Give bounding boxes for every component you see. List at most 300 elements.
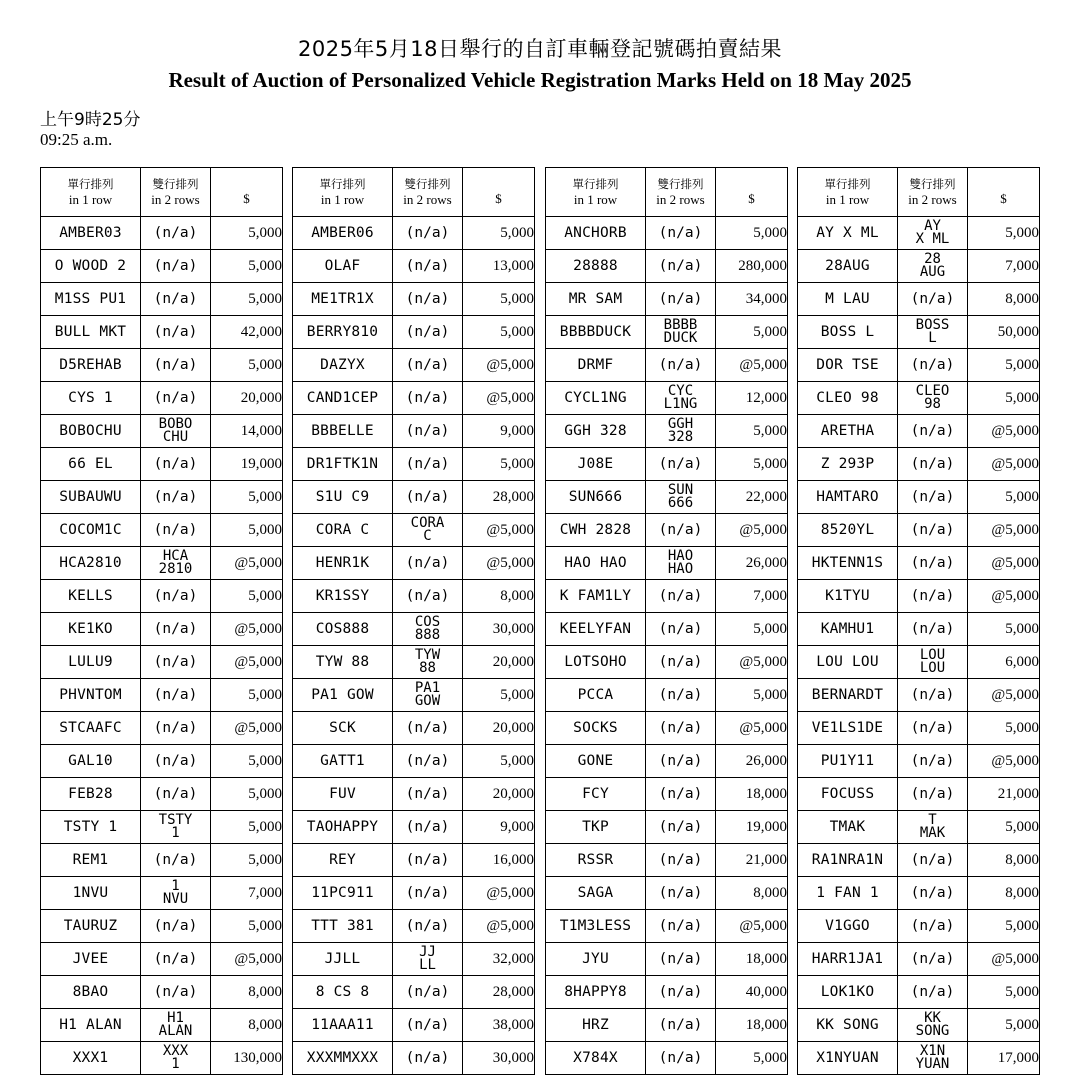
mark-two-rows [141, 349, 211, 382]
mark-one-row: BERRY810 [293, 316, 393, 349]
price-value: @5,000 [716, 910, 788, 943]
header-price [716, 168, 788, 217]
price-value: @5,000 [968, 943, 1040, 976]
mark-two-rows [393, 745, 463, 778]
table-row [546, 250, 788, 283]
header-row [41, 168, 283, 217]
mark-one-row: SUN666 [546, 481, 646, 514]
mark-two-rows [393, 514, 463, 547]
table-row [546, 1042, 788, 1075]
table-row [798, 250, 1040, 283]
price-value: 19,000 [211, 448, 283, 481]
mark-one-row: FEB28 [41, 778, 141, 811]
mark-two-rows [898, 415, 968, 448]
mark-two-rows [393, 613, 463, 646]
table-row [546, 646, 788, 679]
mark-two-rows [898, 481, 968, 514]
mark-one-row: KAMHU1 [798, 613, 898, 646]
mark-two-rows [141, 844, 211, 877]
table-row [546, 514, 788, 547]
mark-two-rows [141, 877, 211, 910]
mark-two-rows [141, 1042, 211, 1075]
mark-two-rows-line-1: CYC [667, 383, 694, 399]
table-row [546, 382, 788, 415]
mark-one-row: XXXMMXXX [293, 1042, 393, 1075]
price-value: 5,000 [211, 745, 283, 778]
mark-one-row: CORA C [293, 514, 393, 547]
price-value: @5,000 [968, 679, 1040, 712]
mark-two-rows-value: (n/a) [153, 323, 198, 340]
mark-one-row: K1TYU [798, 580, 898, 613]
mark-two-rows [898, 877, 968, 910]
price-value: 5,000 [968, 349, 1040, 382]
price-value: 5,000 [968, 217, 1040, 250]
table-row [546, 1009, 788, 1042]
mark-two-rows [393, 1009, 463, 1042]
price-value: 5,000 [211, 679, 283, 712]
mark-one-row: OLAF [293, 250, 393, 283]
mark-two-rows-value: (n/a) [910, 950, 955, 967]
mark-one-row: JVEE [41, 943, 141, 976]
mark-two-rows-line-2: L1NG [663, 396, 698, 412]
mark-one-row: 28888 [546, 250, 646, 283]
results-table-4 [797, 167, 1040, 1075]
price-value: 28,000 [463, 481, 535, 514]
mark-one-row: X1NYUAN [798, 1042, 898, 1075]
mark-two-rows [141, 217, 211, 250]
mark-two-rows [898, 943, 968, 976]
table-row [41, 976, 283, 1009]
mark-one-row: TYW 88 [293, 646, 393, 679]
mark-two-rows [141, 580, 211, 613]
table-row [293, 415, 535, 448]
mark-two-rows [898, 712, 968, 745]
mark-two-rows-value: (n/a) [910, 851, 955, 868]
mark-two-rows-value: (n/a) [658, 455, 703, 472]
mark-one-row: HARR1JA1 [798, 943, 898, 976]
mark-one-row: 11PC911 [293, 877, 393, 910]
mark-two-rows-line-2: 888 [414, 627, 441, 643]
price-value: 5,000 [211, 910, 283, 943]
mark-two-rows-line-2: LL [419, 957, 436, 973]
mark-two-rows [898, 1009, 968, 1042]
mark-two-rows-value: (n/a) [910, 290, 955, 307]
mark-two-rows-value: (n/a) [658, 290, 703, 307]
mark-two-rows-value: (n/a) [658, 620, 703, 637]
mark-two-rows-line-2: ALAN [158, 1023, 193, 1039]
price-value: 8,000 [968, 844, 1040, 877]
mark-two-rows-line-1: AY [924, 218, 941, 234]
mark-one-row: DOR TSE [798, 349, 898, 382]
mark-one-row: 1 FAN 1 [798, 877, 898, 910]
header-one-row-zh: 單行排列 [319, 177, 366, 191]
price-value: 5,000 [968, 910, 1040, 943]
table-row [546, 811, 788, 844]
mark-two-rows-value: (n/a) [405, 851, 450, 868]
mark-one-row: RSSR [546, 844, 646, 877]
table-row [798, 613, 1040, 646]
mark-two-rows-value: (n/a) [910, 752, 955, 769]
table-row [41, 844, 283, 877]
header-two-rows [646, 168, 716, 217]
mark-one-row: AY X ML [798, 217, 898, 250]
mark-two-rows [141, 1009, 211, 1042]
mark-two-rows-value: (n/a) [405, 587, 450, 604]
price-value: 5,000 [211, 811, 283, 844]
mark-one-row: TTT 381 [293, 910, 393, 943]
price-value: 5,000 [211, 283, 283, 316]
mark-two-rows-value: (n/a) [658, 752, 703, 769]
price-value: 12,000 [716, 382, 788, 415]
mark-two-rows [141, 811, 211, 844]
mark-one-row: AMBER03 [41, 217, 141, 250]
mark-two-rows [646, 943, 716, 976]
mark-two-rows-value: (n/a) [910, 983, 955, 1000]
mark-one-row: 8BAO [41, 976, 141, 1009]
mark-two-rows [141, 712, 211, 745]
mark-one-row: 66 EL [41, 448, 141, 481]
mark-two-rows-line-2: 328 [667, 429, 694, 445]
header-price-label: $ [495, 190, 502, 206]
price-value: 8,000 [968, 283, 1040, 316]
mark-two-rows-value: (n/a) [658, 686, 703, 703]
mark-one-row: TAOHAPPY [293, 811, 393, 844]
price-value: 42,000 [211, 316, 283, 349]
mark-one-row: TKP [546, 811, 646, 844]
table-row [798, 811, 1040, 844]
mark-one-row: X784X [546, 1042, 646, 1075]
mark-one-row: SOCKS [546, 712, 646, 745]
mark-two-rows-line-2: MAK [919, 825, 946, 841]
price-value: @5,000 [968, 547, 1040, 580]
table-row [293, 448, 535, 481]
price-value: @5,000 [211, 646, 283, 679]
table-row [41, 547, 283, 580]
mark-two-rows-value: (n/a) [153, 752, 198, 769]
header-one-row-en: in 1 row [825, 192, 870, 207]
mark-two-rows-value: (n/a) [910, 455, 955, 472]
table-row [293, 217, 535, 250]
mark-two-rows [393, 943, 463, 976]
mark-one-row: BOBOCHU [41, 415, 141, 448]
mark-one-row: CYCL1NG [546, 382, 646, 415]
mark-one-row: FCY [546, 778, 646, 811]
mark-two-rows-line-2: C [423, 528, 432, 544]
price-value: 5,000 [716, 316, 788, 349]
results-table-3 [545, 167, 788, 1075]
header-row [546, 168, 788, 217]
mark-two-rows-value: (n/a) [153, 587, 198, 604]
table-row [798, 745, 1040, 778]
header-one-row-en: in 1 row [573, 192, 618, 207]
mark-two-rows-value: (n/a) [658, 1016, 703, 1033]
mark-two-rows-value: (n/a) [405, 257, 450, 274]
mark-two-rows [646, 910, 716, 943]
mark-one-row: JYU [546, 943, 646, 976]
mark-one-row: ARETHA [798, 415, 898, 448]
table-row [41, 712, 283, 745]
mark-one-row: HRZ [546, 1009, 646, 1042]
mark-two-rows-value: (n/a) [405, 422, 450, 439]
mark-two-rows-line-2: X ML [915, 231, 950, 247]
price-value: 5,000 [463, 283, 535, 316]
mark-two-rows-value: (n/a) [910, 356, 955, 373]
price-value: @5,000 [716, 514, 788, 547]
price-value: 9,000 [463, 415, 535, 448]
mark-two-rows [646, 415, 716, 448]
mark-two-rows [141, 514, 211, 547]
mark-two-rows-value: (n/a) [910, 884, 955, 901]
mark-two-rows [646, 283, 716, 316]
page-title-english: Result of Auction of Personalized Vehicle Registration Marks Held on 18 May 2025 [168, 68, 912, 92]
mark-two-rows [898, 1042, 968, 1075]
header-price [211, 168, 283, 217]
table-row [41, 679, 283, 712]
mark-two-rows [898, 448, 968, 481]
mark-two-rows-line-2: CHU [162, 429, 189, 445]
mark-two-rows-line-1: CORA [410, 515, 445, 531]
header-one-row [41, 168, 141, 217]
mark-two-rows [898, 679, 968, 712]
page-title-chinese: 2025年5月18日舉行的自訂車輛登記號碼拍賣結果 [297, 37, 783, 61]
mark-one-row: KELLS [41, 580, 141, 613]
mark-one-row: DR1FTK1N [293, 448, 393, 481]
mark-two-rows-value: (n/a) [405, 323, 450, 340]
header-one-row [798, 168, 898, 217]
table-row [798, 910, 1040, 943]
mark-two-rows-line-1: JJ [419, 944, 436, 960]
price-value: 5,000 [211, 514, 283, 547]
table-row [293, 1042, 535, 1075]
mark-one-row: Z 293P [798, 448, 898, 481]
table-row [798, 877, 1040, 910]
mark-two-rows [898, 745, 968, 778]
mark-two-rows-line-2: GOW [414, 693, 441, 709]
results-table-2 [292, 167, 535, 1075]
mark-two-rows-line-1: HCA [162, 548, 189, 564]
mark-one-row: CYS 1 [41, 382, 141, 415]
mark-one-row: PHVNTOM [41, 679, 141, 712]
price-value: 30,000 [463, 1042, 535, 1075]
mark-two-rows-value: (n/a) [910, 587, 955, 604]
table-row [293, 580, 535, 613]
price-value: @5,000 [968, 580, 1040, 613]
table-row [41, 646, 283, 679]
mark-one-row: XXX1 [41, 1042, 141, 1075]
mark-two-rows [898, 844, 968, 877]
mark-two-rows-value: (n/a) [405, 488, 450, 505]
mark-two-rows [646, 976, 716, 1009]
mark-two-rows [646, 613, 716, 646]
table-row [546, 877, 788, 910]
mark-two-rows [646, 448, 716, 481]
price-value: 5,000 [211, 580, 283, 613]
mark-two-rows-line-2: LOU [919, 660, 946, 676]
mark-one-row: KK SONG [798, 1009, 898, 1042]
price-value: 8,000 [968, 877, 1040, 910]
mark-two-rows [898, 382, 968, 415]
header-two-rows [898, 168, 968, 217]
mark-two-rows-value: (n/a) [910, 917, 955, 934]
mark-two-rows-value: (n/a) [405, 1016, 450, 1033]
mark-two-rows [898, 646, 968, 679]
mark-two-rows [646, 778, 716, 811]
table-row [798, 349, 1040, 382]
price-value: 8,000 [211, 1009, 283, 1042]
mark-one-row: S1U C9 [293, 481, 393, 514]
mark-one-row: STCAAFC [41, 712, 141, 745]
price-value: 18,000 [716, 778, 788, 811]
mark-two-rows [898, 250, 968, 283]
header-one-row-zh: 單行排列 [67, 177, 114, 191]
mark-two-rows [646, 811, 716, 844]
table-row [41, 415, 283, 448]
price-value: 9,000 [463, 811, 535, 844]
price-value: @5,000 [463, 547, 535, 580]
table-row [546, 976, 788, 1009]
mark-one-row: KE1KO [41, 613, 141, 646]
mark-one-row: FUV [293, 778, 393, 811]
mark-two-rows [141, 646, 211, 679]
price-value: 8,000 [211, 976, 283, 1009]
header-two-rows-en: in 2 rows [151, 192, 200, 207]
mark-one-row: JJLL [293, 943, 393, 976]
mark-one-row: TMAK [798, 811, 898, 844]
price-value: 5,000 [211, 778, 283, 811]
price-value: 26,000 [716, 745, 788, 778]
mark-two-rows-value: (n/a) [658, 983, 703, 1000]
price-value: 5,000 [211, 349, 283, 382]
mark-two-rows [141, 679, 211, 712]
mark-one-row: GAL10 [41, 745, 141, 778]
mark-two-rows-value: (n/a) [910, 719, 955, 736]
mark-one-row: PA1 GOW [293, 679, 393, 712]
mark-two-rows [393, 547, 463, 580]
mark-two-rows-value: (n/a) [658, 719, 703, 736]
mark-two-rows [141, 415, 211, 448]
mark-two-rows-value: (n/a) [153, 488, 198, 505]
table-row [546, 679, 788, 712]
price-value: 6,000 [968, 646, 1040, 679]
mark-one-row: HCA2810 [41, 547, 141, 580]
mark-two-rows-value: (n/a) [658, 257, 703, 274]
header-one-row-zh: 單行排列 [824, 177, 871, 191]
mark-two-rows [646, 844, 716, 877]
table-row [293, 316, 535, 349]
price-value: @5,000 [211, 943, 283, 976]
mark-two-rows [646, 1009, 716, 1042]
mark-one-row: VE1LS1DE [798, 712, 898, 745]
table-row [293, 349, 535, 382]
table-row [41, 943, 283, 976]
mark-one-row: BBBBDUCK [546, 316, 646, 349]
mark-two-rows-line-2: DUCK [663, 330, 698, 346]
mark-two-rows-line-1: BBBB [663, 317, 698, 333]
price-value: 5,000 [968, 811, 1040, 844]
header-row [798, 168, 1040, 217]
price-value: 5,000 [716, 415, 788, 448]
mark-two-rows [393, 316, 463, 349]
header-two-rows-en: in 2 rows [656, 192, 705, 207]
mark-two-rows-value: (n/a) [153, 950, 198, 967]
table-row [293, 811, 535, 844]
price-value: 5,000 [463, 448, 535, 481]
mark-two-rows-value: (n/a) [910, 488, 955, 505]
table-row [41, 811, 283, 844]
mark-two-rows-value: (n/a) [658, 917, 703, 934]
table-row [546, 844, 788, 877]
mark-two-rows [141, 250, 211, 283]
mark-two-rows-line-2: 1 [171, 825, 180, 841]
table-row [798, 976, 1040, 1009]
mark-one-row: COS888 [293, 613, 393, 646]
mark-two-rows [141, 613, 211, 646]
mark-two-rows [141, 910, 211, 943]
mark-two-rows-value: (n/a) [658, 851, 703, 868]
table-row [41, 283, 283, 316]
price-value: 5,000 [463, 217, 535, 250]
mark-two-rows-value: (n/a) [405, 356, 450, 373]
header-two-rows-en: in 2 rows [908, 192, 957, 207]
table-row [41, 316, 283, 349]
mark-two-rows [898, 811, 968, 844]
price-value: 5,000 [968, 382, 1040, 415]
mark-two-rows-line-2: AUG [919, 264, 946, 280]
price-value: @5,000 [463, 514, 535, 547]
mark-one-row: ANCHORB [546, 217, 646, 250]
header-one-row-zh: 單行排列 [572, 177, 619, 191]
mark-one-row: M LAU [798, 283, 898, 316]
mark-two-rows [898, 349, 968, 382]
mark-two-rows-value: (n/a) [405, 1049, 450, 1066]
price-value: 7,000 [716, 580, 788, 613]
header-price-label: $ [748, 190, 755, 206]
mark-two-rows-value: (n/a) [658, 785, 703, 802]
table-row [546, 778, 788, 811]
price-value: 40,000 [716, 976, 788, 1009]
table-row [546, 547, 788, 580]
mark-two-rows-line-1: 1 [171, 878, 180, 894]
mark-two-rows-line-2: L [928, 330, 937, 346]
mark-two-rows [646, 646, 716, 679]
mark-two-rows [898, 613, 968, 646]
mark-two-rows [141, 448, 211, 481]
mark-two-rows [898, 547, 968, 580]
price-value: 5,000 [716, 1042, 788, 1075]
mark-two-rows-line-1: HAO [667, 548, 694, 564]
table-row [293, 481, 535, 514]
mark-one-row: D5REHAB [41, 349, 141, 382]
price-value: 50,000 [968, 316, 1040, 349]
session-time-chinese: 上午9時25分 [40, 110, 141, 130]
mark-two-rows-value: (n/a) [153, 389, 198, 406]
mark-two-rows-value: (n/a) [405, 917, 450, 934]
mark-two-rows [646, 712, 716, 745]
header-two-rows-zh: 雙行排列 [152, 177, 199, 191]
mark-two-rows [898, 217, 968, 250]
mark-one-row: MR SAM [546, 283, 646, 316]
mark-one-row: SUBAUWU [41, 481, 141, 514]
table-row [41, 580, 283, 613]
mark-two-rows-line-2: 88 [419, 660, 436, 676]
table-row [293, 646, 535, 679]
mark-one-row: 11AAA11 [293, 1009, 393, 1042]
mark-two-rows-value: (n/a) [910, 422, 955, 439]
table-row [798, 217, 1040, 250]
table-row [798, 646, 1040, 679]
header-two-rows-zh: 雙行排列 [909, 177, 956, 191]
mark-two-rows-value: (n/a) [405, 554, 450, 571]
